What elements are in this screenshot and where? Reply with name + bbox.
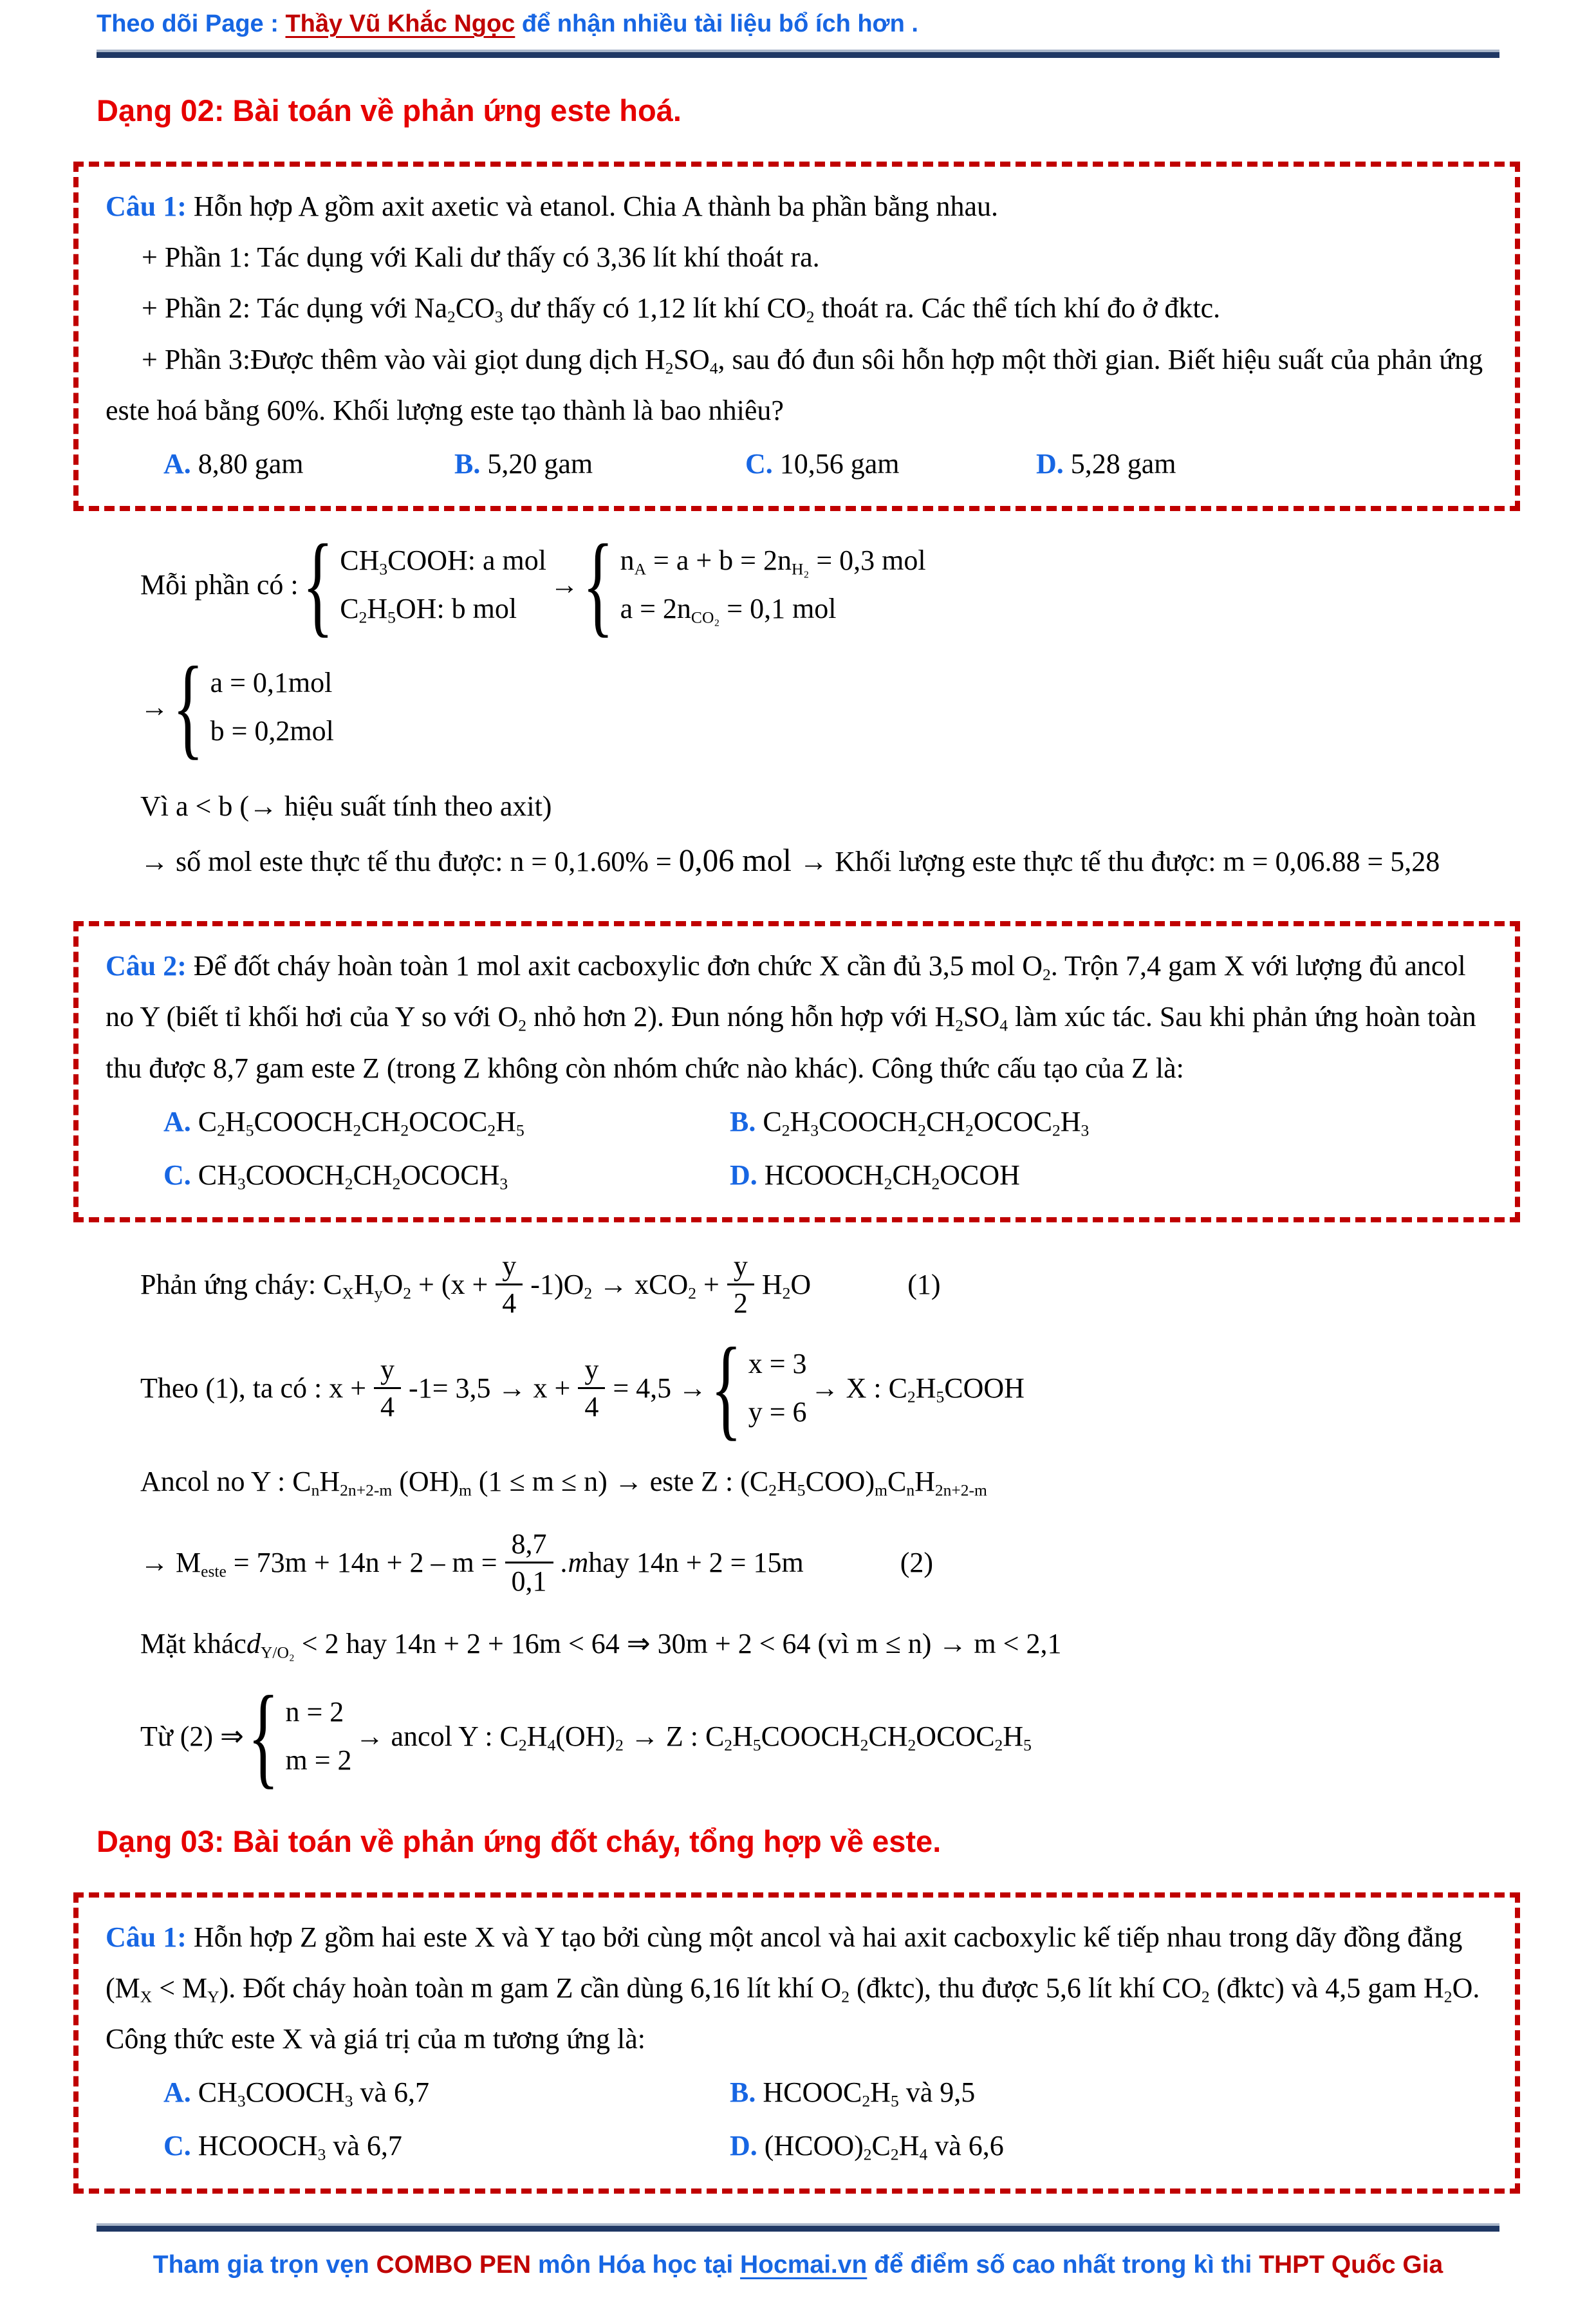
option-c bbox=[745, 438, 1036, 489]
question-box-3 bbox=[73, 1892, 1520, 2194]
formula-text: d bbox=[246, 1627, 261, 1659]
formula-text: Mặt khác bbox=[140, 1627, 246, 1659]
section-heading-dang03: Dạng 03: Bài toán về phản ứng đốt cháy, tổng hợp về este. bbox=[97, 1824, 942, 1858]
case-line: a = 0,1mol bbox=[210, 666, 333, 698]
option-d-value: $(HCOO)_2C_2H_4$ và 6,6 bbox=[757, 2130, 1004, 2165]
question1-part2: + Phần 2: Tác dụng với $Na_2CO_3$ dư thấy có 1,12 lít khí $CO_2$ thoát ra. Các thể tích khí đo ở đktc. bbox=[142, 292, 1221, 327]
footer-hocmai-link[interactable]: Hocmai.vn bbox=[740, 2250, 868, 2279]
fraction: $\frac{y}{4}$ bbox=[374, 1352, 401, 1424]
option-d bbox=[730, 2120, 1004, 2171]
option-b bbox=[730, 1096, 1089, 1147]
question3-intro bbox=[106, 1912, 1488, 2065]
brace-group bbox=[247, 1672, 352, 1799]
formula-text: → Khối lượng este thực tế thu được: m = 0,06.88 = 5,28 bbox=[799, 845, 1440, 877]
formula-text: → $M_{este} = 73m + 14n + 2 - m$ = bbox=[140, 1546, 497, 1581]
question3-options-row2 bbox=[106, 2120, 1488, 2171]
question2-options-row2 bbox=[106, 1150, 1488, 1200]
option-d-value: 5,28 gam bbox=[1063, 447, 1176, 480]
brace-group bbox=[710, 1324, 807, 1451]
formula-text: .m bbox=[561, 1546, 589, 1578]
option-b-value: $HCOOC_2H_5$ và 9,5 bbox=[756, 2076, 976, 2111]
header-suffix: để nhận nhiều tài liệu bổ ích hơn . bbox=[515, 10, 918, 37]
question1-options bbox=[106, 438, 1488, 489]
formula-text: → số mol este thực tế thu được: n = 0,1.60% = bbox=[140, 845, 679, 877]
fraction: $\frac{y}{2}$ bbox=[727, 1248, 754, 1321]
footer-part5: để điểm số cao nhất trong kì thi bbox=[867, 2250, 1259, 2279]
document-page bbox=[0, 10, 1596, 2279]
page-header bbox=[97, 10, 1499, 38]
formula-text: $-1)O_2 \to xCO_2$ + bbox=[530, 1269, 719, 1303]
formula-text: → bbox=[550, 569, 579, 601]
footer-part1: Tham gia trọn vẹn bbox=[153, 2250, 376, 2279]
question1-part3 bbox=[106, 334, 1488, 436]
option-a-letter: A. bbox=[163, 447, 191, 480]
brace-group bbox=[302, 521, 546, 648]
option-b-letter: B. bbox=[730, 2076, 756, 2109]
formula-text: -1= 3,5 → x + bbox=[409, 1372, 571, 1404]
question1-intro-text: Hỗn hợp A gồm axit axetic và etanol. Chia A thành ba phần bằng nhau. bbox=[186, 191, 999, 222]
formula-text: Theo (1), ta có : x + bbox=[140, 1372, 367, 1404]
option-d bbox=[730, 1150, 1020, 1200]
option-a bbox=[163, 438, 454, 489]
question3-options-row1 bbox=[106, 2067, 1488, 2118]
solution1-line3: Vì a < b (→ hiệu suất tính theo axit) bbox=[140, 790, 552, 823]
option-d-letter: D. bbox=[730, 2130, 757, 2162]
option-b-letter: B. bbox=[454, 447, 481, 480]
option-a bbox=[163, 1096, 730, 1147]
formula-text: $_{Y/O_2}$ < 2 hay 14n + 2 + 16m < 64 ⇒ 30m + 2 < 64 (vì m ≤ n) → m < 2,1 bbox=[260, 1627, 1062, 1662]
option-a bbox=[163, 2067, 730, 2118]
fraction: $\frac{y}{4}$ bbox=[496, 1248, 523, 1321]
question1-part3-text: + Phần 3:Được thêm vào vài giọt dung dịch $H_2SO_4$, sau đó đun sôi hỗn hợp một thời gian. Biết hiệu suất của phản ứng este hoá bằng 60%. Khối lượng este tạo thành là bao nhiêu? bbox=[106, 343, 1483, 426]
option-b-letter: B. bbox=[730, 1105, 756, 1137]
option-d-letter: D. bbox=[1036, 447, 1064, 480]
solution2-line5 bbox=[140, 1618, 1519, 1669]
brace-group bbox=[172, 643, 334, 770]
option-a-letter: A. bbox=[163, 1105, 191, 1137]
formula-text: → bbox=[140, 691, 169, 723]
footer-divider bbox=[97, 2223, 1499, 2232]
solution2-line6 bbox=[140, 1672, 1519, 1799]
header-divider bbox=[97, 50, 1499, 58]
left-brace: { bbox=[710, 1324, 742, 1451]
question3-label: Câu 1: bbox=[106, 1921, 187, 1953]
case-line: b = 0,2mol bbox=[210, 714, 334, 747]
fraction: $\frac{y}{4}$ bbox=[578, 1352, 605, 1424]
option-b-value: 5,20 gam bbox=[480, 447, 593, 480]
option-c-letter: C. bbox=[163, 1159, 191, 1191]
option-a-value: $CH_3COOCH_3$ và 6,7 bbox=[190, 2076, 429, 2111]
question-box-2 bbox=[73, 921, 1520, 1222]
footer-part3: môn Hóa học tại bbox=[531, 2250, 741, 2279]
solution2-line3: Ancol no Y : $C_nH_{2n+2-m}$ $(OH)_m$ (1 ≤ m ≤ n) → este Z : $(C_2H_5COO)_mC_nH_{2n+2-m}$ bbox=[140, 1465, 987, 1500]
question2-options-row1 bbox=[106, 1096, 1488, 1147]
header-page-link[interactable]: Thầy Vũ Khắc Ngọc bbox=[285, 10, 515, 37]
formula-text: Từ (2) ⇒ bbox=[140, 1721, 244, 1753]
question-box-1 bbox=[73, 162, 1520, 511]
question2-intro bbox=[106, 940, 1488, 1094]
option-c-value: $CH_3COOCH_2CH_2OCOCH_3$ bbox=[190, 1159, 508, 1193]
solution-2 bbox=[140, 1248, 1519, 1799]
case-line: $CH_3COOH$: a mol bbox=[340, 545, 546, 579]
formula-text: → X : $C_2H_5COOH$ bbox=[810, 1372, 1025, 1406]
brace-group bbox=[582, 521, 926, 648]
case-line: m = 2 bbox=[285, 1744, 352, 1776]
left-brace: { bbox=[247, 1672, 279, 1799]
option-a-value: 8,80 gam bbox=[190, 447, 304, 480]
option-a-letter: A. bbox=[163, 2076, 191, 2109]
case-line: $C_2H_5OH$: b mol bbox=[340, 592, 517, 627]
case-line: $a = 2n_{CO_2} = 0,1$ mol bbox=[620, 592, 837, 627]
option-b-value: $C_2H_3COOCH_2CH_2OCOC_2H_3$ bbox=[756, 1105, 1090, 1140]
case-line: x = 3 bbox=[748, 1348, 807, 1380]
option-c-letter: C. bbox=[745, 447, 773, 480]
solution1-line1 bbox=[140, 521, 1519, 648]
option-c bbox=[163, 2120, 730, 2171]
section-heading-dang02: Dạng 02: Bài toán về phản ứng este hoá. bbox=[97, 93, 682, 127]
option-d-letter: D. bbox=[730, 1159, 757, 1191]
question2-intro-text: Để đốt cháy hoàn toàn 1 mol axit cacboxylic đơn chức X cần đủ 3,5 mol $O_2$. Trộn 7,4 gam X với lượng đủ ancol no Y (biết tỉ khối hơi của Y so với $O_2$ nhỏ hơn 2). Đun nóng hỗn hợp với $H_2SO_4$ làm xúc tác. Sau khi phản ứng hoàn toàn thu được 8,7 gam este Z (trong Z không còn nhóm chức nào khác). Công thức cấu tạo của Z là: bbox=[106, 950, 1476, 1084]
formula-text: = 4,5 → bbox=[613, 1372, 707, 1404]
solution-1 bbox=[140, 521, 1519, 889]
solution2-line4 bbox=[140, 1526, 1519, 1599]
formula-text: hay 14n + 2 = 15m bbox=[588, 1546, 804, 1578]
case-line: n = 2 bbox=[285, 1696, 344, 1728]
fraction: $\frac{8,7}{0,1}$ bbox=[505, 1526, 553, 1599]
option-b bbox=[454, 438, 745, 489]
solution2-line1 bbox=[140, 1248, 1519, 1321]
formula-text: Phản ứng cháy: $C_XH_yO_2 + (x$ + bbox=[140, 1269, 488, 1303]
question1-intro bbox=[106, 181, 1488, 232]
formula-text: 0,06 mol bbox=[678, 842, 800, 878]
case-line: y = 6 bbox=[748, 1395, 807, 1428]
formula-text: $H_2O$ bbox=[761, 1269, 812, 1303]
formula-text: (1) bbox=[907, 1269, 941, 1301]
left-brace: { bbox=[172, 643, 204, 770]
footer-combo-pen: COMBO PEN bbox=[376, 2250, 532, 2279]
option-a-value: $C_2H_5COOCH_2CH_2OCOC_2H_5$ bbox=[190, 1105, 524, 1140]
solution1-line4 bbox=[140, 832, 1519, 890]
question3-intro-text: Hỗn hợp Z gồm hai este X và Y tạo bởi cùng một ancol và hai axit cacboxylic kế tiếp nhau trong dãy đồng đẳng $(M_X < M_Y)$. Đốt cháy hoàn toàn m gam Z cần dùng 6,16 lít khí $O_2$ (đktc), thu được 5,6 lít khí $CO_2$ (đktc) và 4,5 gam $H_2O$. Công thức este X và giá trị của m tương ứng là: bbox=[106, 1921, 1480, 2055]
page-footer bbox=[77, 2251, 1519, 2279]
header-prefix: Theo dõi Page : bbox=[97, 10, 286, 37]
option-b bbox=[730, 2067, 975, 2118]
formula-text: Mỗi phần có : bbox=[140, 569, 299, 601]
footer-thpt: THPT Quốc Gia bbox=[1259, 2250, 1443, 2279]
question2-label: Câu 2: bbox=[106, 950, 187, 982]
option-c-value: 10,56 gam bbox=[772, 447, 900, 480]
left-brace: { bbox=[302, 521, 334, 648]
question1-part1: + Phần 1: Tác dụng với Kali dư thấy có 3,36 lít khí thoát ra. bbox=[142, 241, 820, 274]
case-line: $n_A = a + b = 2n_{H_2} = 0,3$ mol bbox=[620, 545, 926, 579]
left-brace: { bbox=[582, 521, 614, 648]
option-c bbox=[163, 1150, 730, 1200]
option-d-value: $HCOOCH_2CH_2OCOH$ bbox=[757, 1159, 1020, 1193]
solution2-line2 bbox=[140, 1324, 1519, 1451]
formula-text: → ancol Y : $C_2H_4(OH)_2 \to Z$ : $C_2H_5COOCH_2CH_2OCOC_2H_5$ bbox=[355, 1721, 1032, 1755]
question1-label: Câu 1: bbox=[106, 191, 187, 222]
option-c-letter: C. bbox=[163, 2130, 191, 2162]
option-c-value: $HCOOCH_3$ và 6,7 bbox=[190, 2130, 402, 2165]
formula-text: (2) bbox=[900, 1546, 933, 1578]
solution1-line2 bbox=[140, 643, 1519, 770]
option-d bbox=[1036, 438, 1176, 489]
